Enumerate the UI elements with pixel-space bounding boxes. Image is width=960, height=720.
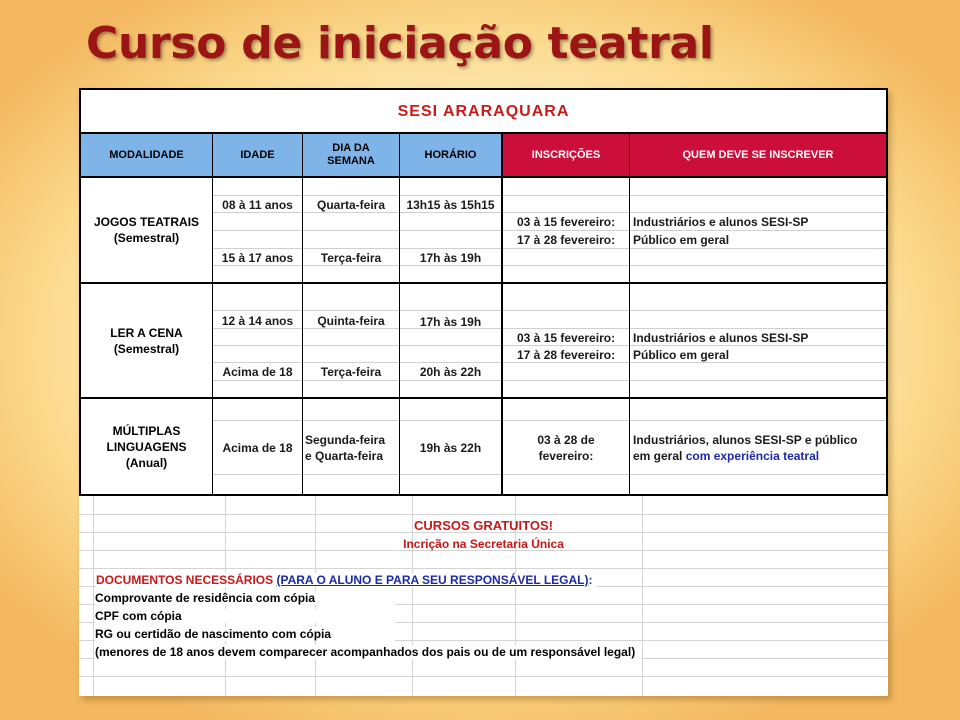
header-modalidade: MODALIDADE [81, 134, 212, 176]
documents-heading [96, 573, 597, 587]
course-jogos-teatrais [81, 178, 212, 282]
course-name-line2: LINGUAGENS [106, 439, 187, 454]
registration-audience: Industriários e alunos SESI-SP [633, 214, 809, 229]
course-name-line1: MÚLTIPLAS [112, 423, 181, 438]
time-cell: 17h às 19h [419, 250, 482, 265]
documents-note: (PARA O ALUNO E PARA SEU RESPONSÁVEL LEGAL) [276, 573, 589, 587]
schedule-sheet [79, 88, 888, 696]
audience-line2 [633, 448, 819, 464]
course-multiplas-linguagens [81, 399, 212, 494]
course-duration: (Semestral) [113, 231, 180, 245]
document-item: Comprovante de residência com cópia [95, 591, 395, 605]
course-name: LER A CENA [110, 325, 183, 340]
age-cell: Acima de 18 [222, 440, 293, 455]
header-dia-semana [303, 134, 399, 176]
documents-title: DOCUMENTOS NECESSÁRIOS [96, 573, 274, 587]
time-cell: 13h15 às 15h15 [406, 197, 495, 212]
registration-period: 03 à 15 fevereiro: [517, 214, 616, 229]
schedule-table [79, 88, 888, 496]
time-cell: 20h às 22h [419, 364, 482, 379]
time-cell: 19h às 22h [419, 440, 482, 455]
registration-audience: Industriários e alunos SESI-SP [633, 330, 809, 345]
course-duration: (Anual) [125, 455, 168, 470]
header-inscricoes: INSCRIÇÕES [503, 134, 629, 176]
document-item: (menores de 18 anos devem comparecer acompanhados dos pais ou de um responsável legal) [95, 645, 641, 659]
registration-period: 17 à 28 fevereiro: [517, 232, 616, 247]
age-cell: 12 à 14 anos [221, 313, 294, 328]
age-cell: 15 à 17 anos [221, 250, 294, 265]
age-cell: 08 à 11 anos [222, 197, 293, 212]
course-ler-a-cena [81, 284, 212, 397]
registration-period: 03 à 15 fevereiro: [517, 330, 616, 345]
day-cell: Quinta-feira [317, 313, 385, 328]
header-horario: HORÁRIO [400, 134, 501, 176]
day-cell: Terça-feira [320, 250, 382, 265]
period-line1: 03 à 28 de [537, 432, 595, 447]
time-cell: 17h às 19h [419, 314, 482, 329]
age-cell: Acima de 18 [222, 364, 293, 379]
day-cell [305, 421, 399, 474]
institution-name: SESI ARARAQUARA [397, 103, 570, 120]
day-cell: Terça-feira [320, 364, 382, 379]
header-idade: IDADE [213, 134, 302, 176]
registration-period [503, 421, 629, 474]
day-line1: Segunda-feira [305, 432, 386, 447]
header-dia-line1: DIA DA [332, 142, 370, 154]
header-quem-deve: QUEM DEVE SE INSCREVER [630, 134, 886, 176]
info-grid [79, 496, 888, 696]
registration-notice: Incrição na Secretaria Única [403, 537, 564, 551]
free-courses-notice: CURSOS GRATUITOS! [414, 518, 553, 533]
registration-audience [633, 421, 885, 474]
course-name: JOGOS TEATRAIS [93, 215, 200, 229]
registration-audience: Público em geral [633, 232, 730, 247]
registration-audience: Público em geral [633, 347, 730, 362]
audience-highlight: com experiência teatral [685, 448, 820, 463]
day-line2: e Quarta-feira [305, 448, 384, 463]
page-title: Curso de iniciação teatral [86, 18, 714, 69]
registration-period: 17 à 28 fevereiro: [517, 347, 616, 362]
documents-colon: : [588, 573, 593, 587]
day-cell: Quarta-feira [316, 197, 386, 212]
document-item: RG ou certidão de nascimento com cópia [95, 627, 395, 641]
course-duration: (Semestral) [113, 341, 180, 356]
period-line2: fevereiro: [538, 448, 594, 463]
document-item: CPF com cópia [95, 609, 395, 623]
audience-line1: Industriários, alunos SESI-SP e público [633, 432, 858, 447]
header-dia-line2: SEMANA [327, 155, 375, 167]
audience-plain: em geral [633, 448, 683, 463]
